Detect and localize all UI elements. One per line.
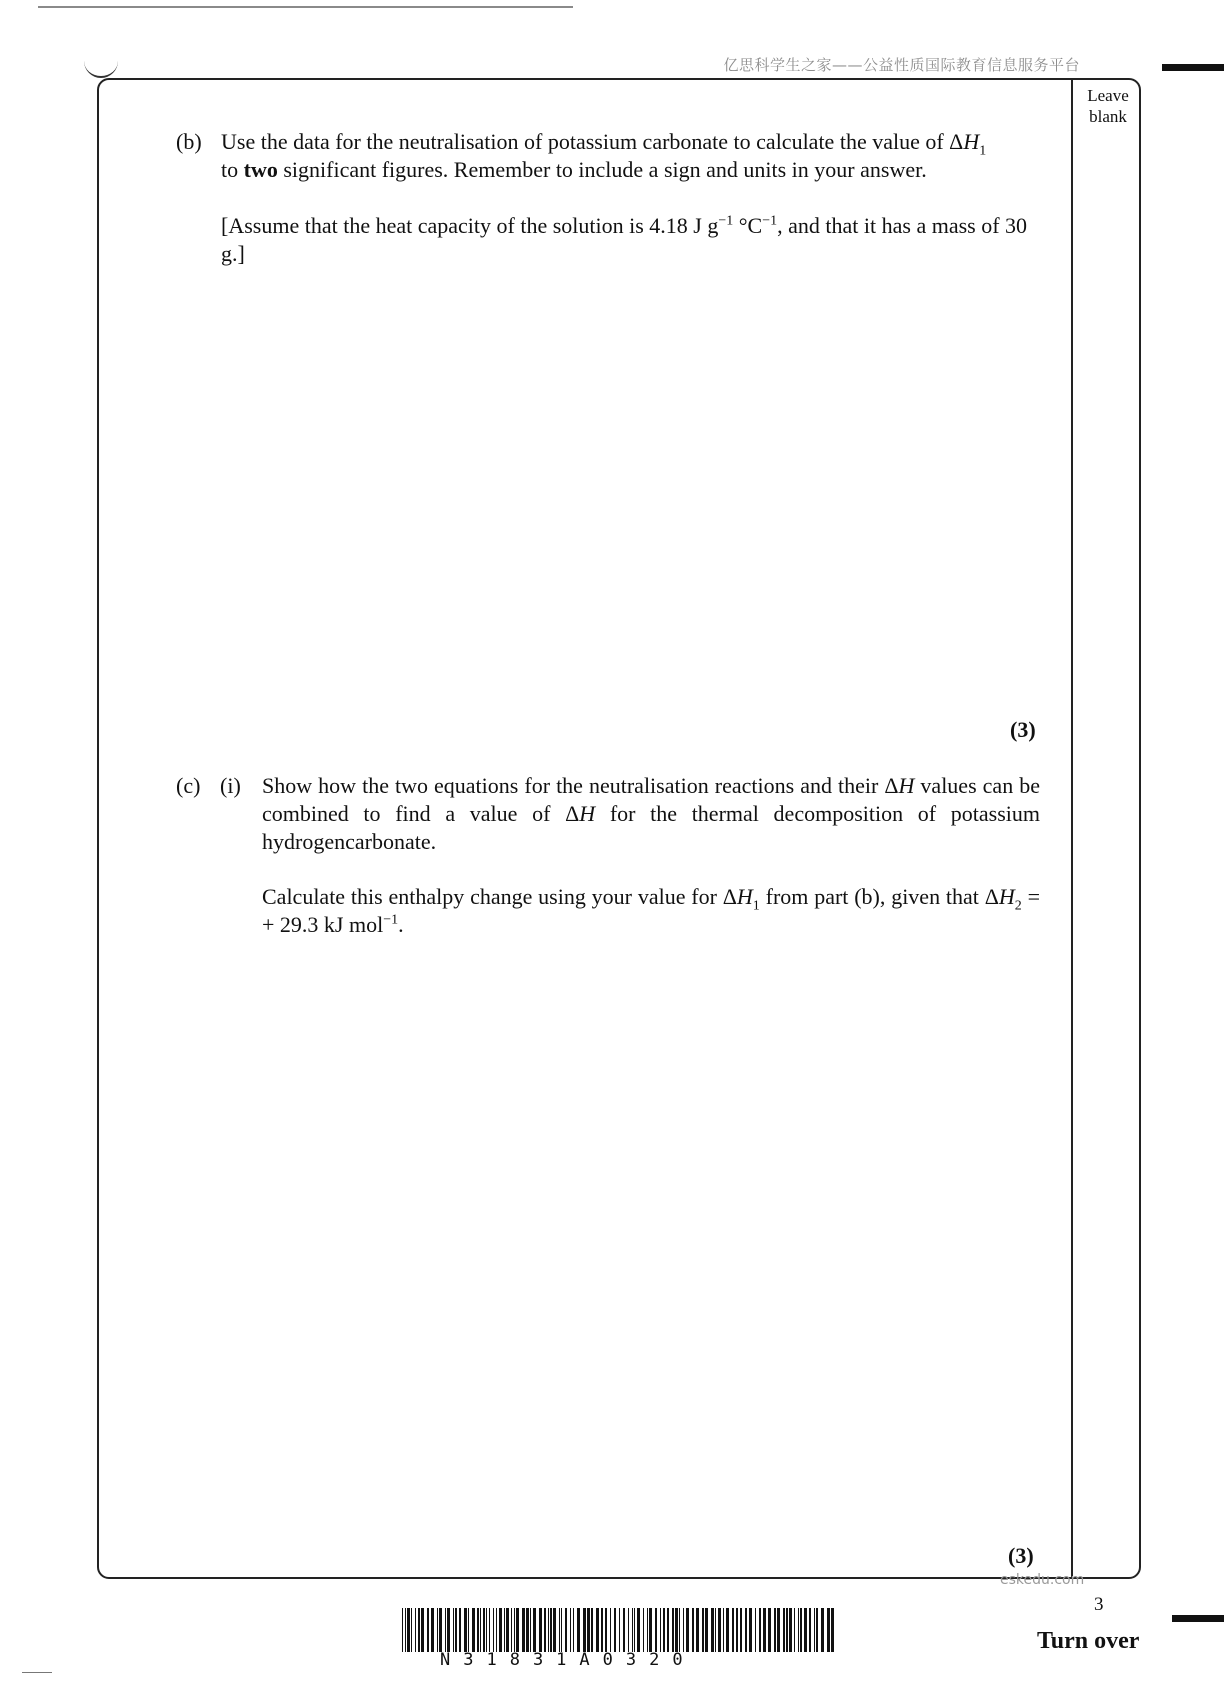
barcode-bar (809, 1608, 811, 1652)
scan-artifact-line (38, 6, 573, 8)
barcode-bar (749, 1608, 752, 1652)
barcode-bar (493, 1608, 494, 1652)
question-b-line1: Use the data for the neutralisation of potassium carbonate to calculate the value of $\Delta H_1$ (221, 129, 987, 159)
barcode-bar (800, 1608, 802, 1652)
question-label-c: (c) (176, 773, 201, 798)
barcode-bar (427, 1608, 429, 1652)
barcode-bar (472, 1608, 475, 1652)
barcode-bar (402, 1608, 403, 1652)
barcode-bar (573, 1608, 574, 1652)
turn-over-label: Turn over (1037, 1628, 1140, 1654)
barcode-image (402, 1608, 834, 1652)
barcode-bar (483, 1608, 485, 1652)
leave-blank-line2: blank (1089, 107, 1127, 126)
question-sublabel-i: (i) (220, 773, 241, 798)
barcode-bar (715, 1608, 716, 1652)
barcode-bar (464, 1608, 467, 1652)
barcode-bar (526, 1608, 529, 1652)
barcode-bar (643, 1608, 644, 1652)
barcode-bar (559, 1608, 560, 1652)
barcode-bar (418, 1608, 420, 1652)
barcode-bar (745, 1608, 747, 1652)
barcode-bar (499, 1608, 502, 1652)
barcode-bar (789, 1608, 792, 1652)
barcode-bar (759, 1608, 761, 1652)
barcode-bar (726, 1608, 729, 1652)
barcode-bar (827, 1608, 830, 1652)
barcode-bar (679, 1608, 680, 1652)
barcode-bar (614, 1608, 616, 1652)
leave-blank-line1: Leave (1087, 86, 1129, 105)
barcode-bar (763, 1608, 766, 1652)
barcode-bar (683, 1608, 684, 1652)
barcode-bar (777, 1608, 780, 1652)
barcode-bar (511, 1608, 512, 1652)
barcode-bar (647, 1608, 648, 1652)
barcode-bar (723, 1608, 724, 1652)
barcode-bar (798, 1608, 799, 1652)
barcode-bar (496, 1608, 497, 1652)
barcode-bar (570, 1608, 571, 1652)
barcode-bar (794, 1608, 795, 1652)
barcode-bar (732, 1608, 734, 1652)
barcode-bar (506, 1608, 509, 1652)
barcode-bar (522, 1608, 525, 1652)
barcode-bar (774, 1608, 776, 1652)
barcode-bar (696, 1608, 699, 1652)
question-b-line2: to two significant figures. Remember to include a sign and units in your answer. (221, 157, 927, 182)
barcode-bar (550, 1608, 552, 1652)
barcode-bar (445, 1608, 446, 1652)
barcode-bar (591, 1608, 593, 1652)
barcode-bar (533, 1608, 536, 1652)
barcode-bar (667, 1608, 669, 1652)
site-watermark: eskedu.com (1000, 1572, 1085, 1588)
barcode-bar (736, 1608, 738, 1652)
barcode-bar (623, 1608, 625, 1652)
barcode-bar (587, 1608, 590, 1652)
barcode-bar (705, 1608, 708, 1652)
barcode-bar (814, 1608, 815, 1652)
question-label-b: (b) (176, 129, 202, 154)
barcode-bar (421, 1608, 424, 1652)
barcode-bar (637, 1608, 640, 1652)
barcode-bar (660, 1608, 661, 1652)
barcode-bar (544, 1608, 546, 1652)
barcode-bar (504, 1608, 505, 1652)
question-c-para2: Calculate this enthalpy change using your value for $\Delta H_1$ from part (b), given that $\Delta H_2$ = + 29.3 kJ mol$^{-1}$. (262, 884, 1040, 937)
barcode-bar (692, 1608, 694, 1652)
barcode-bar (610, 1608, 611, 1652)
barcode-bar (821, 1608, 824, 1652)
barcode-bar (548, 1608, 549, 1652)
barcode-bar (530, 1608, 531, 1652)
barcode-bar (480, 1608, 481, 1652)
barcode-bar (702, 1608, 704, 1652)
barcode-bar (453, 1608, 454, 1652)
barcode-bar (655, 1608, 657, 1652)
barcode-bar (628, 1608, 629, 1652)
barcode-bar (634, 1608, 635, 1652)
question-c-para1: Show how the two equations for the neutralisation reactions and their ΔH values can be combined to find a value of ΔH for the thermal decomposition of potassium hydrogencarbonate. (262, 773, 1041, 854)
barcode-bar (686, 1608, 689, 1652)
barcode-bar (605, 1608, 607, 1652)
barcode-bar (468, 1608, 469, 1652)
leave-blank-label (1077, 85, 1139, 127)
barcode-bar (489, 1608, 490, 1652)
barcode-bar (711, 1608, 714, 1652)
marks-b: (3) (1010, 717, 1036, 742)
barcode-bar (783, 1608, 785, 1652)
barcode-bar (561, 1608, 562, 1652)
barcode-bar (804, 1608, 807, 1652)
barcode-bar (553, 1608, 556, 1652)
barcode-bar (514, 1608, 515, 1652)
barcode-bar (415, 1608, 416, 1652)
barcode-bar (619, 1608, 620, 1652)
barcode-bar (477, 1608, 479, 1652)
barcode-bar (768, 1608, 771, 1652)
question-b-assumption: [Assume that the heat capacity of the solution is 4.18 J $g^{-1}$ $^\circ C^{-1}$, and that it has a mass of 30 g.] (221, 213, 1028, 266)
marks-c: (3) (1008, 1543, 1034, 1568)
scan-artifact-corner (22, 1672, 52, 1673)
barcode-bar (601, 1608, 603, 1652)
barcode-bar (577, 1608, 580, 1652)
barcode-bar (649, 1608, 652, 1652)
barcode-bar (718, 1608, 721, 1652)
barcode-bar (447, 1608, 450, 1652)
barcode-bar (439, 1608, 442, 1652)
barcode-bar (786, 1608, 788, 1652)
registration-mark-bottom (1172, 1615, 1224, 1622)
barcode-bar (539, 1608, 542, 1652)
barcode-bar (755, 1608, 756, 1652)
barcode-bar (672, 1608, 674, 1652)
barcode-bar (407, 1608, 410, 1652)
barcode-bar (816, 1608, 818, 1652)
barcode-bar (583, 1608, 586, 1652)
question-b-text (221, 128, 1040, 184)
registration-mark-top (1162, 64, 1224, 71)
barcode-bar (663, 1608, 665, 1652)
barcode-bar (405, 1608, 406, 1652)
barcode-bar (411, 1608, 412, 1652)
barcode-bar (831, 1608, 834, 1652)
page-number: 3 (1094, 1594, 1104, 1615)
barcode-bar (455, 1608, 457, 1652)
barcode-bar (565, 1608, 567, 1652)
watermark-text: 亿思科学生之家——公益性质国际教育信息服务平台 (723, 56, 1080, 74)
barcode-bar (486, 1608, 487, 1652)
barcode-bar (632, 1608, 633, 1652)
barcode-bar (596, 1608, 599, 1652)
barcode-bar (437, 1608, 438, 1652)
barcode-number: N31831A0320 (440, 1650, 696, 1670)
leave-blank-column-divider (1071, 78, 1073, 1579)
scan-artifact-curve (84, 54, 118, 78)
barcode-bar (459, 1608, 461, 1652)
barcode-bar (431, 1608, 434, 1652)
barcode-bar (516, 1608, 519, 1652)
barcode-bar (740, 1608, 742, 1652)
barcode-bar (675, 1608, 678, 1652)
